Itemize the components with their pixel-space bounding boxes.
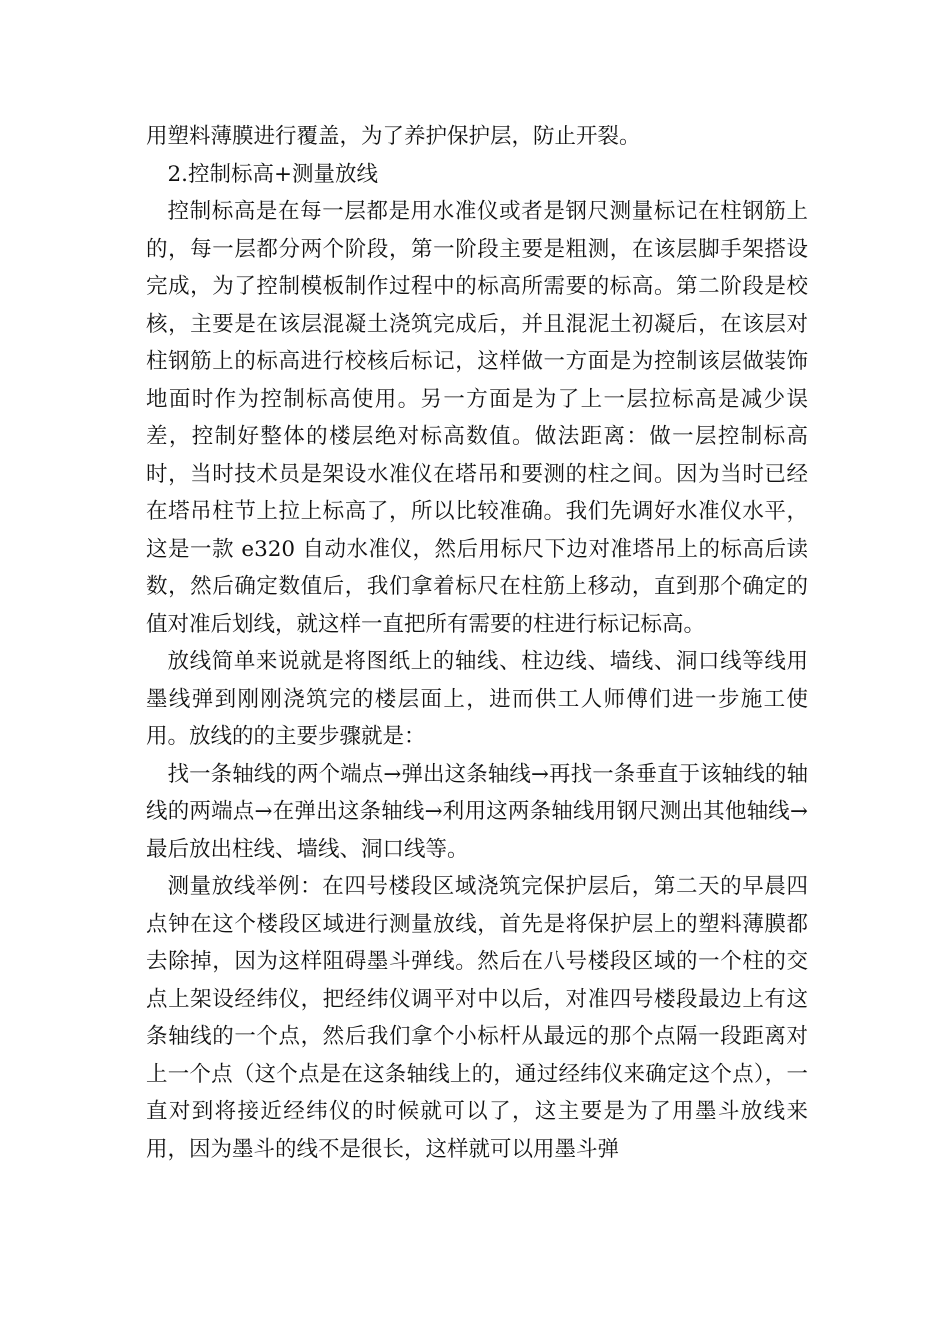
- document-body: [146, 118, 808, 1168]
- paragraph-layout-intro: 放线简单来说就是将图纸上的轴线、柱边线、墙线、洞口线等线用墨线弹到刚刚浇筑完的楼层面上，进而供工人师傅们进一步施工使用。放线的的主要步骤就是：: [146, 649, 808, 749]
- paragraph-elevation-control: 控制标高是在每一层都是用水准仪或者是钢尺测量标记在柱钢筋上的，每一层都分两个阶段，第一阶段主要是粗测，在该层脚手架搭设完成，为了控制模板制作过程中的标高所需要的标高。第二阶段是校核，主要是在该层混凝土浇筑完成后，并且混泥土初凝后，在该层对柱钢筋上的标高进行校核后标记，这样做一方面是为控制该层做装饰地面时作为控制标高使用。另一方面是为了上一层拉标高是减少误差，控制好整体的楼层绝对标高数值。做法距离：做一层控制标高时，当时技术员是架设水准仪在塔吊和要测的柱之间。因为当时已经在塔吊柱节上拉上标高了，所以比较准确。我们先调好水准仪水平，这是一款 e320 自动水准仪，然后用标尺下边对准塔吊上的标高后读数，然后确定数值后，我们拿着标尺在柱筋上移动，直到那个确定的值对准后划线，就这样一直把所有需要的柱进行标记标高。: [146, 199, 808, 637]
- paragraph-continuation: 用塑料薄膜进行覆盖，为了养护保护层，防止开裂。: [146, 124, 641, 149]
- paragraph-layout-example: 测量放线举例：在四号楼段区域浇筑完保护层后，第二天的早晨四点钟在这个楼段区域进行测量放线，首先是将保护层上的塑料薄膜都去除掉，因为这样阻碍墨斗弹线。然后在八号楼段区域的一个柱的交点上架设经纬仪，把经纬仪调平对中以后，对准四号楼段最边上有这条轴线的一个点，然后我们拿个小标杆从最远的那个点隔一段距离对上一个点（这个点是在这条轴线上的，通过经纬仪来确定这个点），一直对到将接近经纬仪的时候就可以了，这主要是为了用墨斗放线来用，因为墨斗的线不是很长，这样就可以用墨斗弹: [146, 874, 808, 1162]
- paragraph-layout-steps: 找一条轴线的两个端点→弹出这条轴线→再找一条垂直于该轴线的轴线的两端点→在弹出这条轴线→利用这两条轴线用钢尺测出其他轴线→最后放出柱线、墙线、洞口线等。: [146, 761, 808, 862]
- section-heading: 2.控制标高+测量放线: [167, 161, 379, 187]
